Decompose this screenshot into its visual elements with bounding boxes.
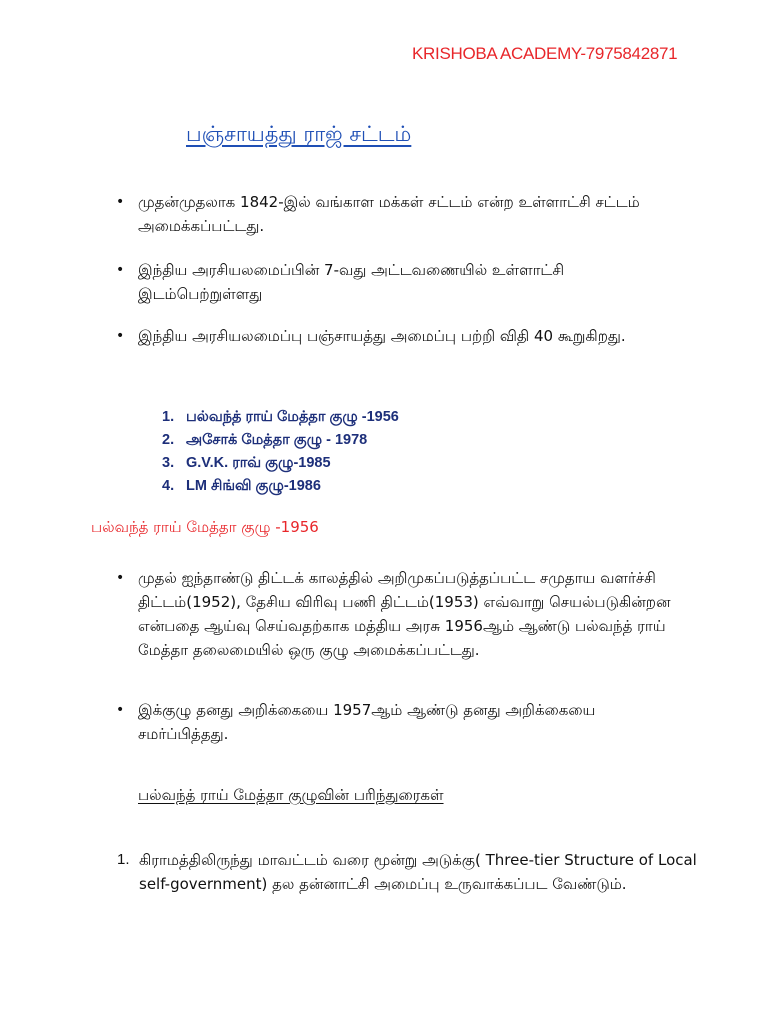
list-item: • இந்திய அரசியலமைப்பு பஞ்சாயத்து அமைப்பு பற்றி விதி 40 கூறுகிறது. [0, 324, 768, 348]
document-title: பஞ்சாயத்து ராஜ் சட்டம் [186, 122, 412, 146]
list-item: • முதன்முதலாக 1842-இல் வங்காள மக்கள் சட்டம் என்ற உள்ளாட்சி சட்டம் அமைக்கப்பட்டது. [0, 190, 768, 238]
section-heading: பல்வந்த் ராய் மேத்தா குழு -1956 [91, 518, 319, 536]
recommendations-list [117, 848, 707, 896]
intro-bullet-list [0, 324, 768, 348]
intro-bullet-list [0, 190, 768, 238]
section-bullet-list [0, 566, 768, 662]
list-item: • இந்திய அரசியலமைப்பின் 7-வது அட்டவணையில் உள்ளாட்சி இடம்பெற்றுள்ளது [0, 258, 768, 306]
list-item: 1. பல்வந்த் ராய் மேத்தா குழு -1956 [162, 409, 399, 425]
list-item: 2. அசோக் மேத்தா குழு - 1978 [162, 432, 368, 448]
list-item: • முதல் ஐந்தாண்டு திட்டக் காலத்தில் அறிமுகப்படுத்தப்பட்ட சமுதாய வளர்ச்சி திட்டம்(1952), தேசிய விரிவு பணி திட்டம்(1953) எவ்வாறு செயல்படுகின்றன என்பதை ஆய்வு செய்வதற்காக மத்திய அரசு 1956ஆம் ஆண்டு பல்வந்த் ராய் மேத்தா தலைமையில் ஒரு குழு அமைக்கப்பட்டது. [0, 566, 768, 662]
list-item: • இக்குழு தனது அறிக்கையை 1957ஆம் ஆண்டு தனது அறிக்கையை சமர்ப்பித்தது. [0, 698, 768, 746]
list-item: 4. LM சிங்வி குழு-1986 [162, 478, 321, 494]
list-item: 3. G.V.K. ராவ் குழு-1985 [162, 455, 331, 471]
recommendations-heading: பல்வந்த் ராய் மேத்தா குழுவின் பரிந்துரைகள் [138, 786, 444, 804]
committee-list [162, 406, 399, 498]
intro-bullet-list [0, 258, 768, 306]
academy-brand: KRISHOBA ACADEMY-7975842871 [412, 44, 678, 63]
section-bullet-list [0, 698, 768, 746]
list-item: 1. கிராமத்திலிருந்து மாவட்டம் வரை மூன்று அடுக்கு( Three-tier Structure of Local self-government) தல தன்னாட்சி அமைப்பு உருவாக்கப்பட வேண்டும். [117, 851, 697, 893]
